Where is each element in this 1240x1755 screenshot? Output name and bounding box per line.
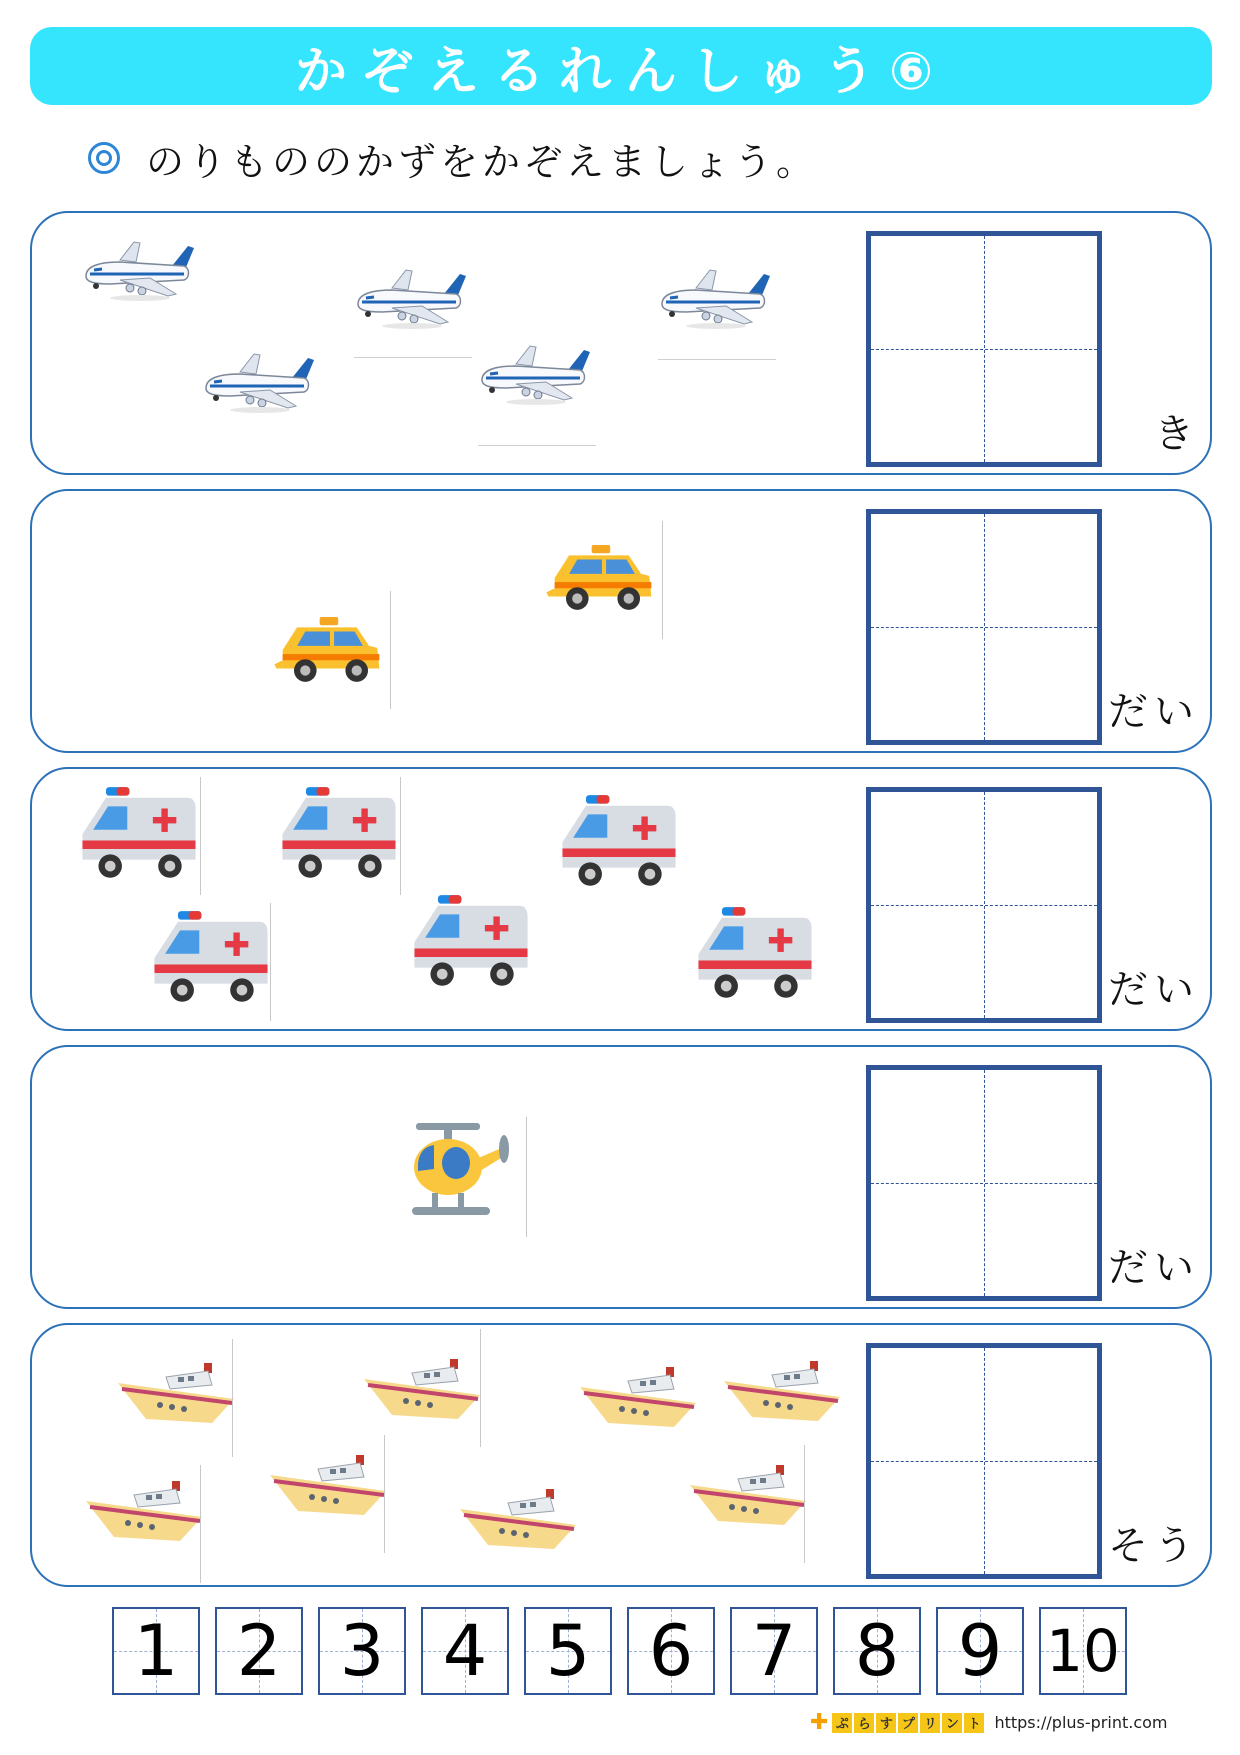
logo-char: ぷ [832, 1713, 852, 1733]
double-circle-icon [88, 142, 120, 174]
number-box [627, 1607, 715, 1695]
site-url[interactable]: https://plus-print.com [994, 1713, 1168, 1732]
instruction [88, 128, 818, 188]
row-helicopter [30, 1045, 1212, 1309]
number-box [524, 1607, 612, 1695]
ship-icon [268, 1449, 388, 1519]
number-box [1039, 1607, 1127, 1695]
airplane-icon [200, 347, 320, 419]
logo-char: す [876, 1713, 896, 1733]
number-label: 8 [854, 1610, 900, 1692]
ambulance-icon [560, 793, 678, 889]
row-airplane [30, 211, 1212, 475]
ambulance-icon [280, 785, 398, 881]
page-title: かぞえるれんしゅう⑥ [294, 41, 948, 102]
number-label: 6 [648, 1610, 694, 1692]
answer-box[interactable] [866, 509, 1102, 745]
ambulance-icon [412, 893, 530, 989]
logo-char: リ [920, 1713, 940, 1733]
number-label: 9 [957, 1610, 1003, 1692]
counter-label: だい [1108, 1245, 1200, 1291]
ambulance-icon [80, 785, 198, 881]
title-banner [30, 27, 1212, 105]
number-box [215, 1607, 303, 1695]
row-ambulance [30, 767, 1212, 1031]
answer-box[interactable] [866, 787, 1102, 1023]
helicopter-icon [406, 1119, 516, 1229]
row-ship [30, 1323, 1212, 1587]
airplane-icon [656, 263, 776, 335]
number-box [730, 1607, 818, 1695]
number-label: 10 [1046, 1617, 1120, 1685]
logo-char: ン [942, 1713, 962, 1733]
ship-icon [458, 1483, 578, 1553]
instruction-text: のりもののかずをかぞえましょう。 [146, 139, 819, 184]
number-label: 5 [545, 1610, 591, 1692]
number-line [112, 1607, 1127, 1695]
answer-box[interactable] [866, 1343, 1102, 1579]
counter-label: そう [1108, 1523, 1200, 1569]
number-box [421, 1607, 509, 1695]
ship-icon [116, 1357, 236, 1427]
ship-icon [688, 1459, 808, 1529]
logo-char: プ [898, 1713, 918, 1733]
answer-box[interactable] [866, 1065, 1102, 1301]
row-taxi [30, 489, 1212, 753]
number-label: 4 [442, 1610, 488, 1692]
ship-icon [578, 1361, 698, 1431]
taxi-icon [274, 615, 388, 687]
number-label: 2 [236, 1610, 282, 1692]
number-box [318, 1607, 406, 1695]
taxi-icon [546, 543, 660, 615]
airplane-icon [476, 339, 596, 411]
logo-char: ら [854, 1713, 874, 1733]
airplane-icon [352, 263, 472, 335]
counter-label: だい [1108, 689, 1200, 735]
number-box [112, 1607, 200, 1695]
number-label: 7 [751, 1610, 797, 1692]
footer [810, 1710, 1168, 1735]
number-box [936, 1607, 1024, 1695]
counter-label: き [1154, 411, 1200, 457]
logo-char: ト [964, 1713, 984, 1733]
plus-icon: ✚ [810, 1710, 829, 1735]
ship-icon [722, 1355, 842, 1425]
counter-label: だい [1108, 967, 1200, 1013]
number-label: 3 [339, 1610, 385, 1692]
ambulance-icon [152, 909, 270, 1005]
number-box [833, 1607, 921, 1695]
ship-icon [362, 1353, 482, 1423]
ambulance-icon [696, 905, 814, 1001]
ship-icon [84, 1475, 204, 1545]
number-label: 1 [133, 1610, 179, 1692]
answer-box[interactable] [866, 231, 1102, 467]
brand-logo [810, 1710, 984, 1735]
airplane-icon [80, 235, 200, 307]
